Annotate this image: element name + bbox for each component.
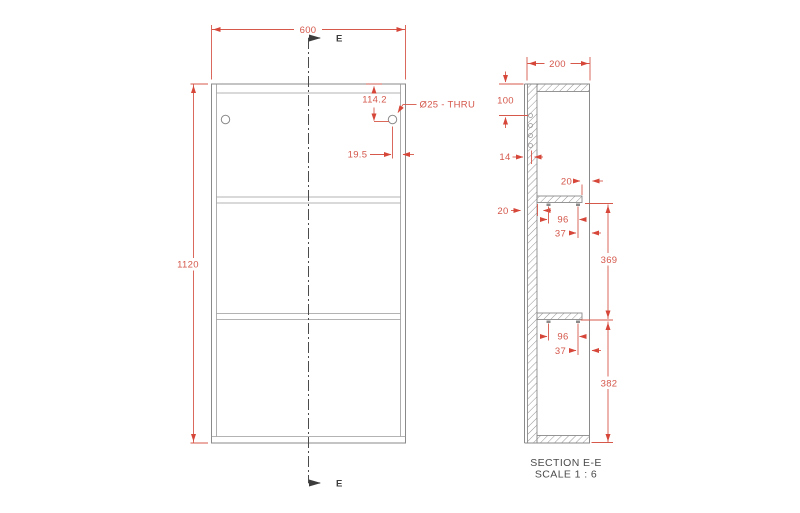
dim-14-label: 14 xyxy=(499,152,511,163)
dim-19-5 xyxy=(348,127,414,161)
top-panel-hatch xyxy=(537,84,590,92)
dim-37-shelf2-label: 37 xyxy=(554,346,567,357)
dim-20-right-label: 20 xyxy=(560,176,573,188)
section-view xyxy=(525,84,591,443)
section-label-bottom: E xyxy=(336,478,343,490)
dim-382-label: 382 xyxy=(600,378,618,390)
shelf-pin xyxy=(576,321,580,324)
dim-200 xyxy=(527,57,590,81)
dim-369-label: 369 xyxy=(600,255,618,266)
dim-382 xyxy=(592,322,622,443)
section-label-top: E xyxy=(336,33,343,45)
dim-100 xyxy=(497,72,528,129)
section-scale: SCALE 1 : 6 xyxy=(534,468,598,481)
shelf-pin xyxy=(547,204,551,207)
dim-19-5-label: 19.5 xyxy=(347,149,368,161)
dim-96-shelf2-label: 96 xyxy=(557,331,569,343)
dim-600-label: 600 xyxy=(299,25,317,36)
mounting-hole-right xyxy=(388,115,396,123)
dim-114-2-label: 114.2 xyxy=(362,94,387,106)
dim-20-left-label: 20 xyxy=(497,206,509,217)
dim-1120 xyxy=(173,84,208,443)
hole-callout xyxy=(398,100,475,113)
dim-369 xyxy=(581,204,622,321)
dim-1120-label: 1120 xyxy=(177,259,199,271)
dim-37-shelf1-label: 37 xyxy=(554,228,567,240)
shelf-pin xyxy=(547,321,551,324)
shelf2-hatch xyxy=(537,313,582,320)
dim-114-2 xyxy=(362,84,389,122)
section-arrow-bottom xyxy=(309,479,343,490)
dim-20-front-gap xyxy=(561,177,603,196)
shelf-pin xyxy=(576,204,580,207)
mounting-hole-left xyxy=(221,115,229,123)
hole-note-label: Ø25 - THRU xyxy=(419,99,476,111)
dim-100-label: 100 xyxy=(497,95,514,107)
bottom-panel-hatch xyxy=(537,436,590,444)
dim-200-label: 200 xyxy=(549,59,566,70)
section-title: SECTION E-E xyxy=(530,457,602,469)
section-title-block xyxy=(530,457,602,481)
dim-96-shelf1-label: 96 xyxy=(557,214,569,226)
back-panel-hatch xyxy=(528,84,538,443)
shelf1-hatch xyxy=(537,196,582,203)
